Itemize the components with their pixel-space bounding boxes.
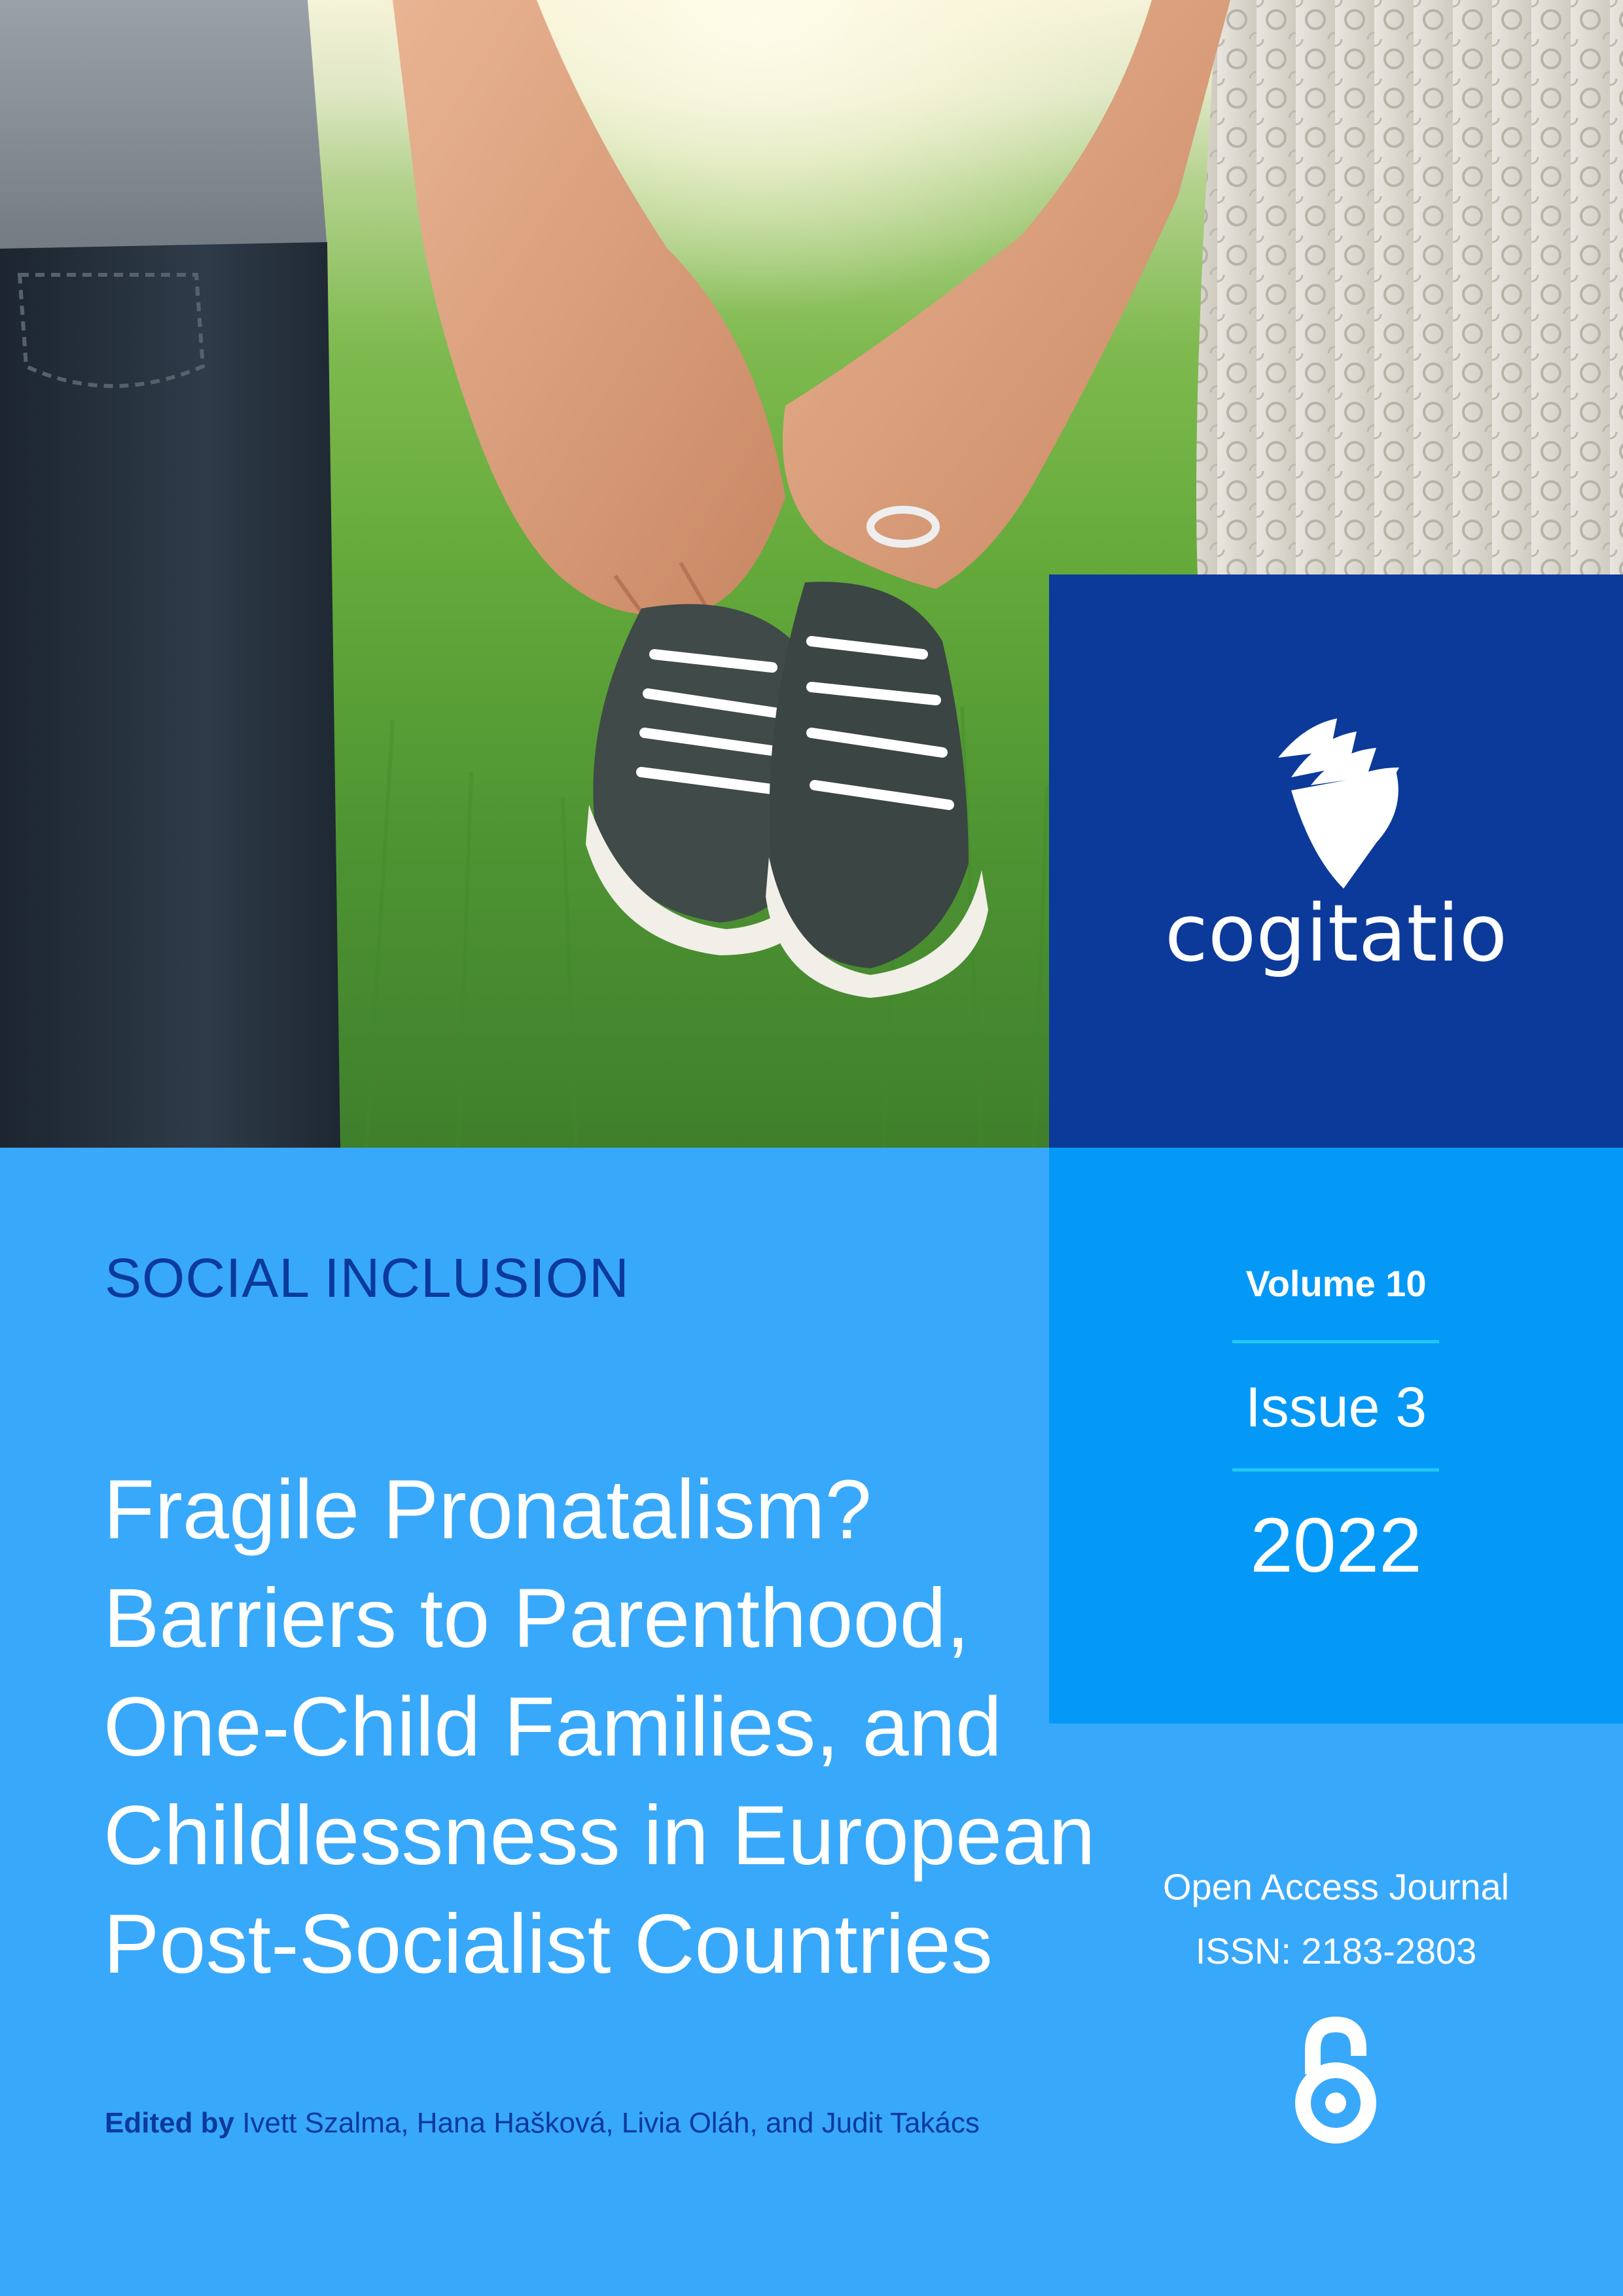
divider	[1232, 1468, 1439, 1472]
journal-name: SOCIAL INCLUSION	[105, 1247, 630, 1309]
issue-label: Issue 3	[1245, 1376, 1427, 1439]
issue-title	[103, 1456, 1096, 1999]
access-info	[1049, 1855, 1623, 1983]
issn: ISSN: 2183-2803	[1195, 1930, 1477, 1971]
editors-names: Ivett Szalma, Hana Hašková, Livia Oláh, and Judit Takács	[242, 2107, 980, 2139]
title-line: Fragile Pronatalism?	[103, 1463, 872, 1557]
publisher-name: cogitatio	[1164, 889, 1508, 980]
cogitatio-book-logo-icon	[1265, 712, 1409, 889]
year-label: 2022	[1250, 1502, 1422, 1589]
title-line: Post-Socialist Countries	[103, 1898, 993, 1991]
access-type: Open Access Journal	[1162, 1866, 1510, 1907]
publisher-logo-block	[1049, 574, 1623, 1148]
title-line: Childlessness in European	[103, 1789, 1096, 1882]
divider	[1232, 1340, 1439, 1343]
title-line: Barriers to Parenthood,	[103, 1572, 970, 1665]
open-access-lock-icon	[1294, 2015, 1377, 2144]
editors-label: Edited by	[105, 2107, 235, 2139]
issue-info-block	[1049, 1148, 1623, 1723]
editors-line	[105, 2107, 980, 2140]
volume-label: Volume 10	[1245, 1263, 1427, 1304]
title-line: One-Child Families, and	[103, 1680, 1002, 1774]
